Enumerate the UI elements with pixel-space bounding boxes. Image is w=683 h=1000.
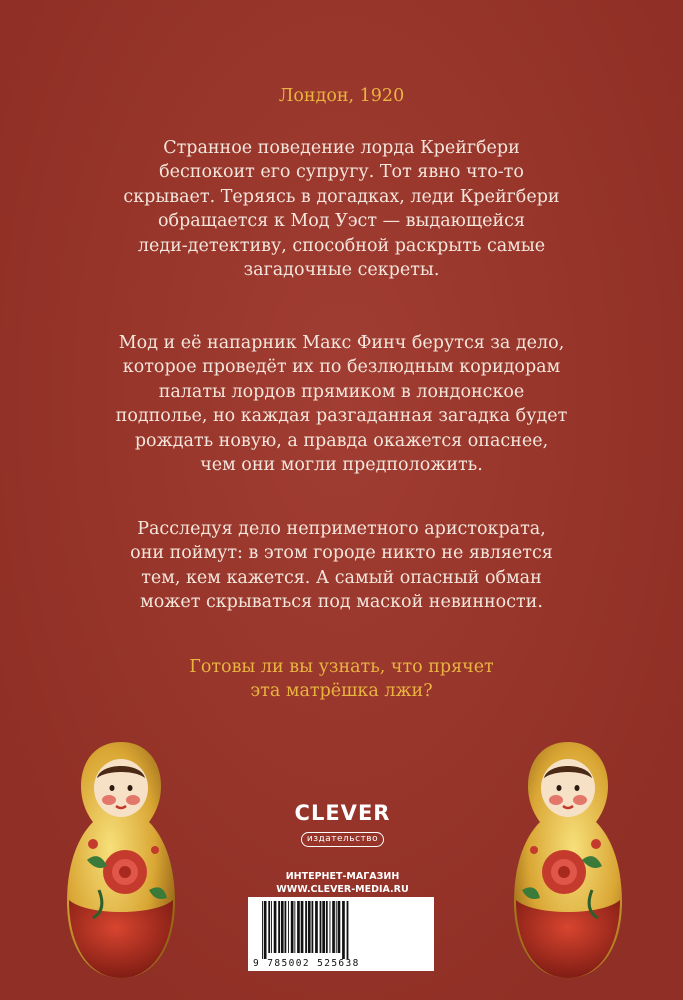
publisher-subtitle: издательство [301,832,384,847]
barcode-bar [347,901,349,959]
barcode-bar [285,901,287,953]
barcode-bar [342,901,345,959]
question-line: Готовы ли вы узнать, что прячет [189,657,494,677]
barcode-bar [322,901,325,953]
barcode-bar [320,901,322,953]
paragraph-line: Странное поведение лорда Крейгбери [163,138,520,158]
eac-mark-icon: ЕАС [388,928,434,953]
paragraph-line: они поймут: в этом городе никто не является [130,543,553,564]
paragraph-line: леди-детективу, способной раскрыть самые [137,235,546,256]
paragraph-line: загадочные секреты. [243,260,440,281]
isbn-number: 9 785002 525638 [253,958,360,969]
closing-question [60,655,623,704]
barcode-bar [305,901,307,953]
paragraph-line: рождать новую, а правда окажется опаснее, [134,430,549,451]
heading-place-year [60,84,623,108]
paragraph-line: палаты лордов прямиком в лондонское [158,381,525,402]
barcode-bar [291,901,294,953]
barcode-bar [288,901,289,953]
barcode-bar [336,901,337,953]
paragraph-line: обращается к Мод Уэст — выдающейся [157,211,526,232]
barcode-bar [330,901,331,953]
barcode-bar [278,901,280,953]
barcode-bar [268,901,270,953]
paragraph-line: чем они могли предположить. [200,455,483,476]
paragraph-line: подполье, но каждая разгаданная загадка будет [115,406,568,427]
barcode-bar [264,901,267,959]
barcode-bar [271,901,272,953]
barcode-bar [294,901,295,953]
barcode-bar [297,901,300,953]
shop-label: ИНТЕРНЕТ-МАГАЗИН [285,871,400,882]
barcode-bar [338,901,341,953]
question-line: эта матрёшка лжи? [250,681,433,702]
online-shop-info [250,870,435,896]
barcode-bar [315,901,318,953]
barcode-bar [308,901,311,953]
paragraph-line: Мод и её напарник Макс Финч берутся за дело, [118,333,565,353]
barcode-bar [332,901,335,953]
publisher-name: CLEVER [294,801,391,825]
barcode-bar [274,901,277,953]
matryoshka-doll-left-icon [63,740,179,980]
paragraph-line: которое проведёт их по безлюдным коридорам [122,357,561,378]
barcode-bar [301,901,304,953]
barcode-bar [262,901,263,959]
heading-text: Лондон, 1920 [278,86,405,106]
paragraph-line: скрывает. Теряясь в догадках, леди Крейгбери [123,186,560,207]
paragraph-line: беспокоит его супругу. Тот явно что-то [159,162,524,183]
paragraph-1 [60,136,623,282]
shop-url: WWW.CLEVER-MEDIA.RU [276,884,409,895]
barcode-bar [281,901,284,953]
publisher-logo [285,800,400,847]
paragraph-line: может скрываться под маской невинности. [140,592,543,613]
paragraph-2 [60,331,623,477]
matryoshka-doll-right-icon [510,740,626,980]
paragraph-line: тем, кем кажется. А самый опасный обман [141,567,542,588]
paragraph-3 [60,517,623,615]
paragraph-line: Расследуя дело неприметного аристократа, [137,519,546,539]
barcode-bar [312,901,314,953]
barcode-bar [326,901,328,953]
